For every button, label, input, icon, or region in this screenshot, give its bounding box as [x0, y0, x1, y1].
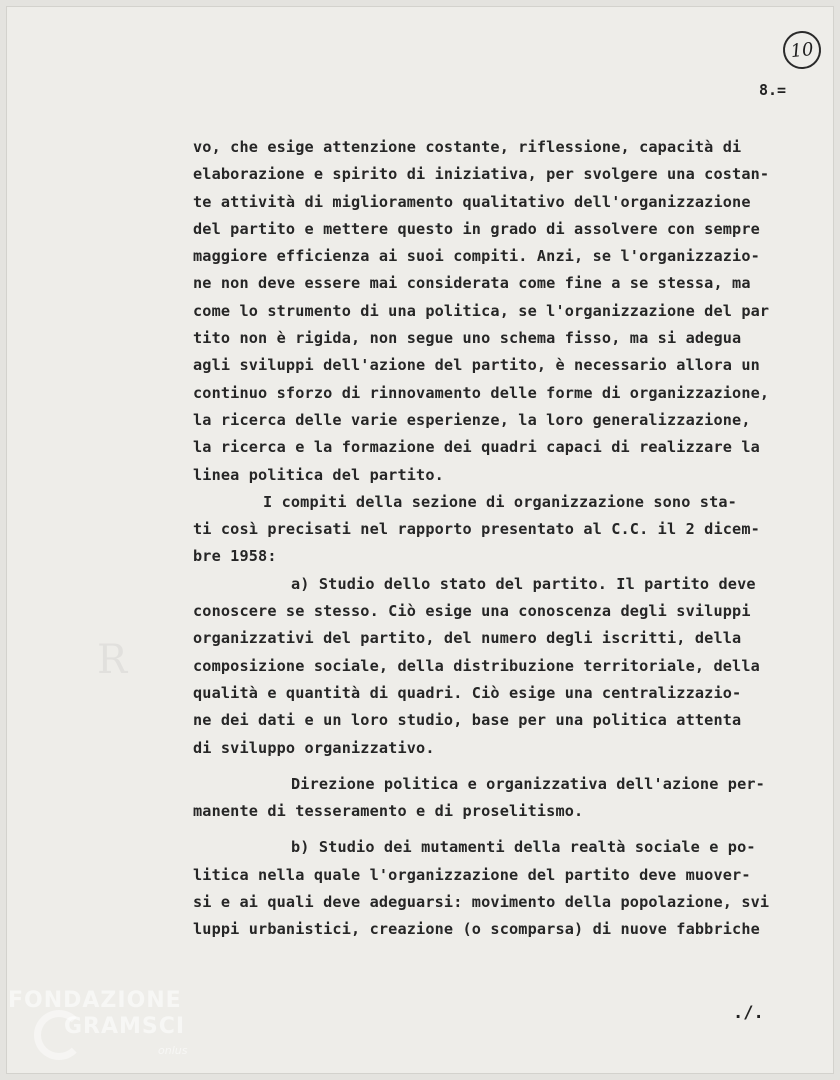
text-line: ne non deve essere mai considerata come fine a se stessa, ma — [193, 274, 751, 293]
text-line: vo, che esige attenzione costante, riflessione, capacità di — [193, 138, 742, 156]
paragraph-gap — [193, 762, 813, 771]
text-line: linea politica del partito. — [193, 465, 444, 484]
text-line: di sviluppo organizzativo. — [193, 738, 435, 757]
text-line: agli sviluppi dell'azione del partito, è necessario allora un — [193, 356, 760, 375]
watermark-line1: FONDAZIONE — [8, 988, 182, 1013]
text-line: organizzativi del partito, del numero degli iscritti, della — [193, 629, 742, 648]
text-line: te attività di miglioramento qualitativo dell'organizzazione — [193, 192, 751, 211]
text-line: ti così precisati nel rapporto presentato al C.C. il 2 dicem- — [193, 520, 760, 539]
text-line: la ricerca delle varie esperienze, la loro generalizzazione, — [193, 410, 751, 429]
text-line: I compiti della sezione di organizzazione sono sta- — [263, 492, 737, 511]
text-line: litica nella quale l'organizzazione del partito deve muover- — [193, 865, 751, 884]
watermark-line2: GRAMSCI — [64, 1014, 186, 1039]
text-line: manente di tesseramento e di proselitismo. — [193, 802, 584, 821]
continuation-mark: ./. — [733, 1003, 764, 1023]
show-through-text: R — [97, 637, 134, 683]
page-number: 8.= — [759, 81, 787, 99]
text-line: composizione sociale, della distribuzione territoriale, della — [193, 656, 760, 675]
fondazione-gramsci-watermark — [8, 988, 218, 1078]
text-line: elaborazione e spirito di iniziativa, per svolgere una costan- — [193, 165, 770, 184]
text-line: si e ai quali deve adeguarsi: movimento della popolazione, svi — [193, 893, 770, 912]
paragraph-gap — [193, 825, 813, 834]
text-line: la ricerca e la formazione dei quadri capaci di realizzare la — [193, 438, 760, 457]
document-page — [6, 6, 834, 1074]
text-line: bre 1958: — [193, 547, 277, 566]
text-line: continuo sforzo di rinnovamento delle forme di organizzazione, — [193, 383, 770, 402]
text-line: tito non è rigida, non segue uno schema fisso, ma si adegua — [193, 329, 742, 348]
archive-number: 10 — [789, 38, 815, 62]
text-line: b) Studio dei mutamenti della realtà sociale e po- — [291, 838, 756, 857]
text-line: come lo strumento di una politica, se l'organizzazione del par — [193, 301, 770, 320]
text-line: Direzione politica e organizzativa dell'azione per- — [291, 774, 765, 793]
typewritten-body — [193, 134, 813, 944]
text-line: maggiore efficienza ai suoi compiti. Anzi, se l'organizzazio- — [193, 247, 760, 266]
text-line: ne dei dati e un loro studio, base per una politica attenta — [193, 711, 742, 730]
watermark-suffix: onlus — [158, 1044, 188, 1057]
text-line: a) Studio dello stato del partito. Il partito deve — [291, 574, 756, 593]
archive-number-stamp — [781, 29, 823, 71]
text-line: del partito e mettere questo in grado di assolvere con sempre — [193, 219, 760, 238]
text-line: luppi urbanistici, creazione (o scomparsa) di nuove fabbriche — [193, 920, 760, 939]
text-line: qualità e quantità di quadri. Ciò esige una centralizzazio- — [193, 683, 742, 702]
text-line: conoscere se stesso. Ciò esige una conoscenza degli sviluppi — [193, 602, 751, 621]
